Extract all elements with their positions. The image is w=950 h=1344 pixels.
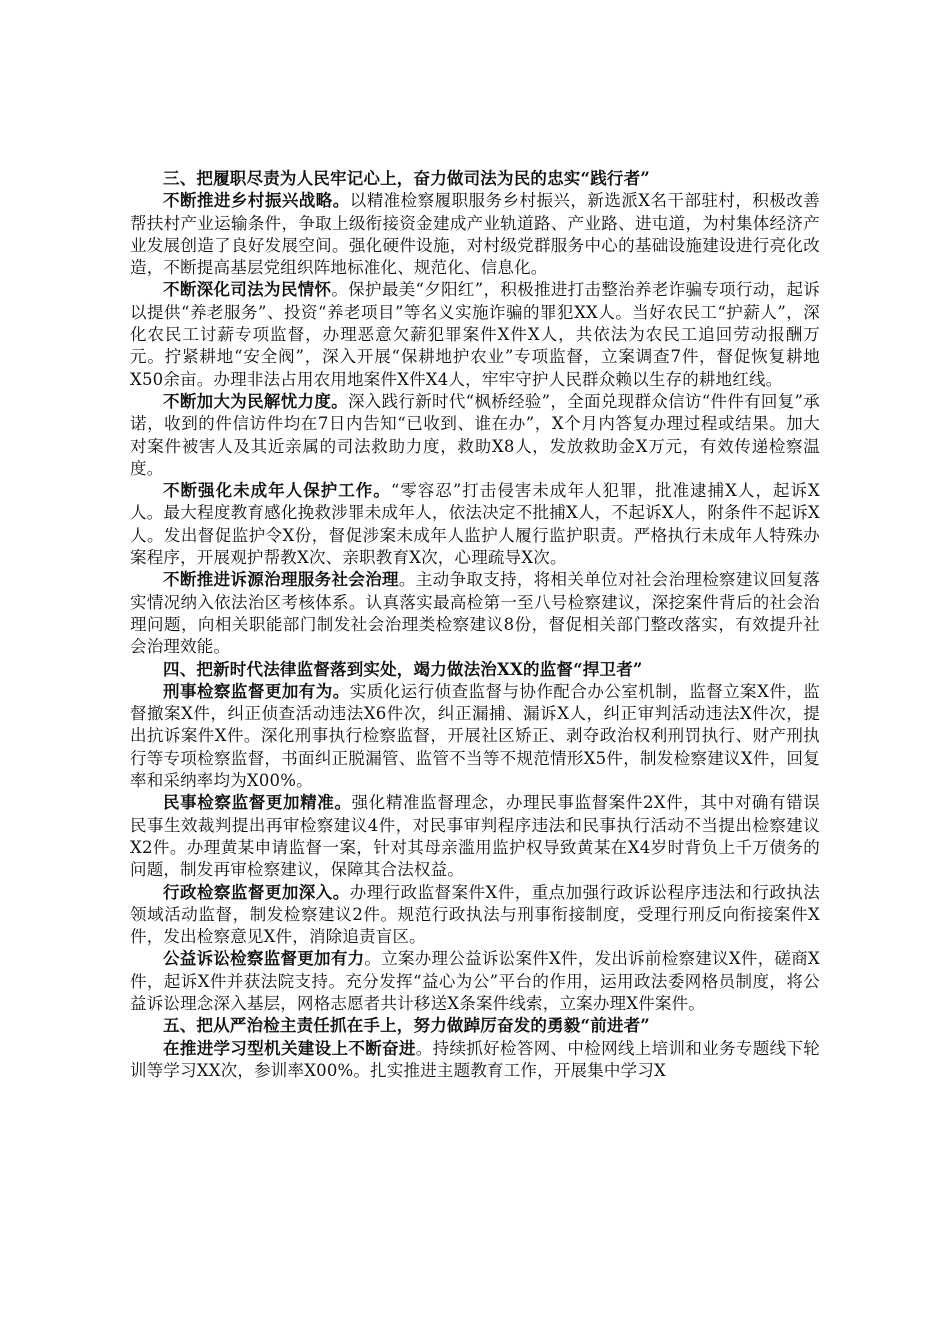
paragraph-text: 以精准检察履职服务乡村振兴，新选派X名干部驻村，积极改善帮扶村产业运输条件，争取上级衔接资金建成产业轨道路、产业路、进屯道，为村集体经济产业发展创造了良好发展空间。强化硬件设施，对村级党群服务中心的基础设施建设进行亮化改造，不断提高基层党组织阵地标准化、规范化、信息化。 xyxy=(130,191,820,278)
section-heading: 三、把履职尽责为人民牢记心上，奋力做司法为民的忠实“践行者” xyxy=(163,169,650,188)
paragraph-lead: 不断推进诉源治理服务社会治理 xyxy=(163,570,399,590)
paragraph-lead: 行政检察监督更加深入。 xyxy=(163,882,350,902)
paragraph xyxy=(130,279,820,390)
paragraph xyxy=(130,792,820,881)
paragraph xyxy=(130,1038,820,1083)
paragraph-lead: 不断加大为民解忧力度。 xyxy=(163,391,348,411)
paragraph-lead: 在推进学习型机关建设上不断奋进 xyxy=(163,1038,416,1058)
paragraph-text: 办理行政监督案件X件，重点加强行政诉讼程序违法和行政执法领域活动监督，制发检察建议2件。规范行政执法与刑事衔接制度，受理行刑反向衔接案件X件，发出检察意见X件，消除追责盲区。 xyxy=(130,882,820,947)
paragraph xyxy=(130,882,820,949)
paragraph-lead: 不断推进乡村振兴战略。 xyxy=(163,191,350,211)
paragraph-lead: 不断强化未成年人保护工作。 xyxy=(163,481,391,501)
paragraph-lead: 不断深化司法为民情怀 xyxy=(163,280,332,300)
paragraph-text: 。立案办理公益诉讼案件X件，发出诉前检察建议X件，磋商X件，起诉X件并获法院支持。充分发挥“益心为公”平台的作用，运用政法委网格员制度，将公益诉讼理念深入基层，网格志愿者共计移送X条案件线索，立案办理X件案件。 xyxy=(130,949,820,1013)
paragraph-lead: 公益诉讼检察监督更加有力 xyxy=(163,949,365,969)
paragraph xyxy=(130,480,820,569)
paragraph-text: 深入践行新时代“枫桥经验”，全面兑现群众信访“件件有回复”承诺，收到的件信访件均在7日内告知“已收到、谁在办”，X个月内答复办理过程或结果。加大对案件被害人及其近亲属的司法救助力度，救助X8人，发放救助金X万元，有效传递检察温度。 xyxy=(130,391,820,478)
paragraph-lead: 民事检察监督更加精准。 xyxy=(163,793,352,813)
paragraph-text: “零容忍”打击侵害未成年人犯罪，批准逮捕X人，起诉X人。最大程度教育感化挽救涉罪未成年人，依法决定不批捕X人，不起诉X人，附条件不起诉X人。发出督促监护令X份，督促涉案未成年人监护人履行监护职责。严格执行未成年人特殊办案程序，开展观护帮教X次、亲职教育X次，心理疏导X次。 xyxy=(130,481,820,568)
section-heading: 五、把从严治检主责任抓在手上，努力做踔厉奋发的勇毅“前进者” xyxy=(163,1016,650,1036)
document-body xyxy=(130,168,820,1082)
paragraph-text: 实质化运行侦查监督与协作配合办公室机制，监督立案X件，监督撤案X件，纠正侦查活动违法X6件次，纠正漏捕、漏诉X人，纠正审判活动违法X件次，提出抗诉案件X件。深化刑事执行检察监督，开展社区矫正、剥夺政治权利刑罚执行、财产刑执行等专项检察监督，书面纠正脱漏管、监管不当等不规范情形X5件，制发检察建议X件，回复率和采纳率均为X00%。 xyxy=(130,681,820,791)
paragraph-text: 强化精准监督理念，办理民事监督案件2X件，其中对确有错误民事生效裁判提出再审检察建议4件，对民事审判程序违法和民事执行活动不当提出检察建议X2件。办理黄某申请监督一案，针对其母亲滥用监护权导致黄某在X4岁时背负上千万债务的问题，制发再审检察建议，保障其合法权益。 xyxy=(130,793,820,880)
paragraph-text: 。主动争取支持，将相关单位对社会治理检察建议回复落实情况纳入依法治区考核体系。认真落实最高检第一至八号检察建议，深挖案件背后的社会治理问题，向相关职能部门制发社会治理类检察建议8份，督促相关部门整改落实，有效提升社会治理效能。 xyxy=(130,570,820,657)
paragraph xyxy=(130,569,820,658)
paragraph-text: 。持续抓好检答网、中检网线上培训和业务专题线下轮训等学习XX次，参训率X00%。扎实推进主题教育工作，开展集中学习X xyxy=(130,1038,820,1080)
paragraph-lead: 刑事检察监督更加有为。 xyxy=(163,681,350,701)
paragraph xyxy=(130,948,820,1015)
paragraph xyxy=(130,190,820,279)
paragraph xyxy=(130,391,820,480)
paragraph-text: 。保护最美“夕阳红”，积极推进打击整治养老诈骗专项行动，起诉以提供“养老服务”、投资“养老项目”等名义实施诈骗的罪犯XX人。当好农民工“护薪人”，深化农民工讨薪专项监督，办理恶意欠薪犯罪案件X件X人，共依法为农民工追回劳动报酬万元。拧紧耕地“安全阀”，深入开展“保耕地护农业”专项监督，立案调查7件，督促恢复耕地X50余亩。办理非法占用农用地案件X件X4人，牢牢守护人民群众赖以生存的耕地红线。 xyxy=(130,280,821,389)
paragraph xyxy=(130,681,820,792)
section-heading: 四、把新时代法律监督落到实处，竭力做法治XX的监督“捍卫者” xyxy=(163,659,643,679)
